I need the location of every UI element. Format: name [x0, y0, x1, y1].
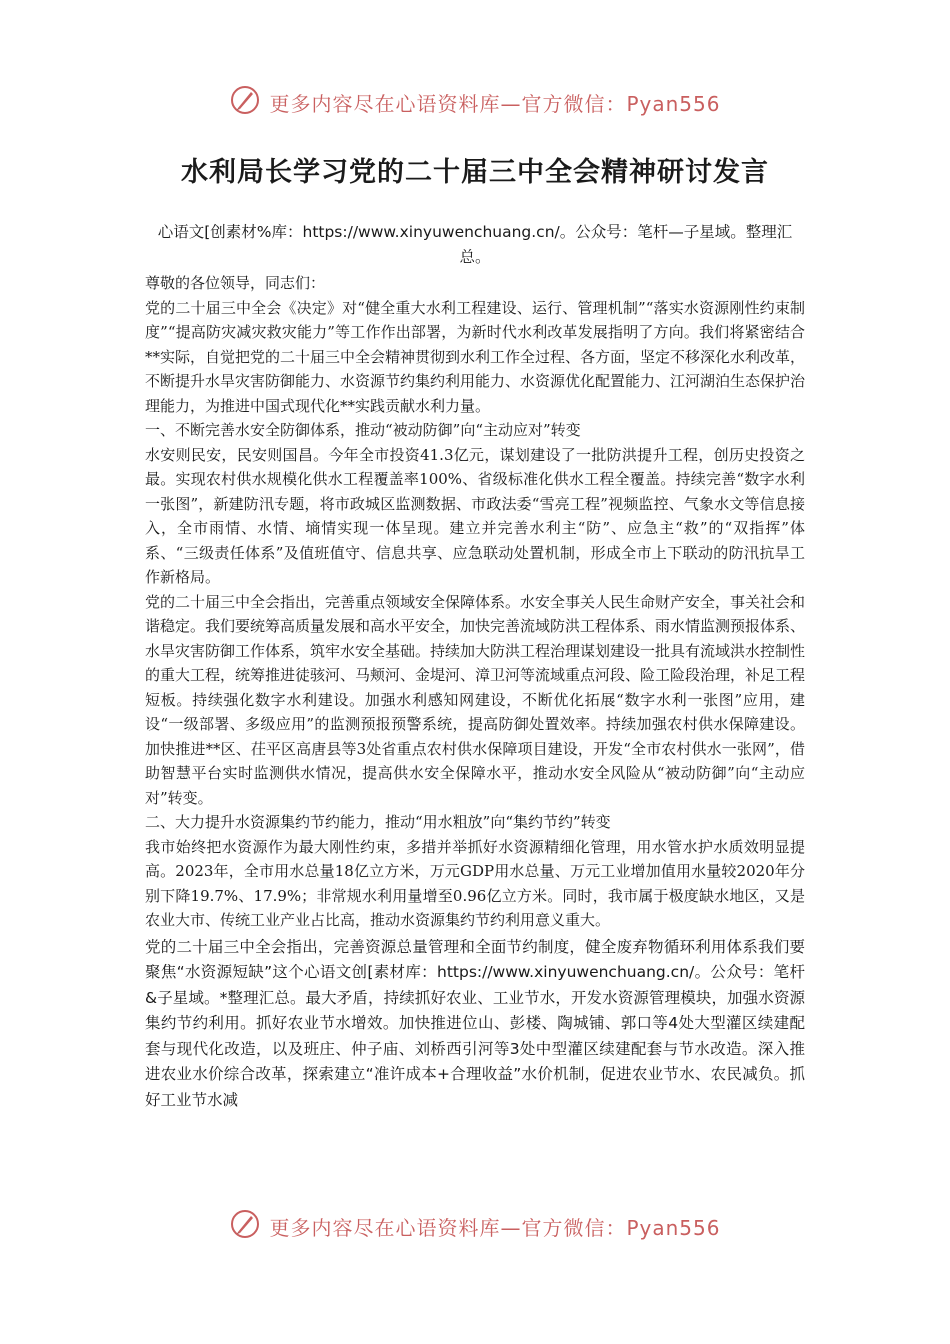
watermark-text: 更多内容尽在心语资料库—官方微信：Pyan556 [269, 1216, 721, 1240]
footer-watermark [0, 1208, 950, 1245]
quill-pen-icon [229, 1208, 261, 1245]
paragraph: 我市始终把水资源作为最大刚性约束，多措并举抓好水资源精细化管理，用水管水护水质效明显提高。2023年，全市用水总量18亿立方米，万元GDP用水总量、万元工业增加值用水量较2020年分别下降19.7%、17.9%；非常规水利用量增至0.96亿立方米。同时，我市属于极度缺水地区，又是农业大市、传统工业产业占比高，推动水资源集约节约利用意义重大。 [145, 837, 805, 929]
header-watermark [0, 84, 950, 121]
paragraph: 党的二十届三中全会《决定》对“健全重大水利工程建设、运行、管理机制”“落实水资源刚性约束制度”“提高防灾减灾救灾能力”等工作作出部署，为新时代水利改革发展指明了方向。我们将紧密结合**实际，自觉把党的二十届三中全会精神贯彻到水利工作全过程、各方面，坚定不移深化水利改革，不断提升水旱灾害防御能力、水资源节约集约利用能力、水资源优化配置能力、江河湖泊生态保护治理能力，为推进中国式现代化**实践贡献水利力量。 [145, 298, 806, 415]
paragraph: 水安则民安，民安则国昌。今年全市投资41.3亿元，谋划建设了一批防洪提升工程，创历史投资之最。实现农村供水规模化供水工程覆盖率100%、省级标准化供水工程全覆盖。持续完善“数字水利一张图”，新建防汛专题，将市政城区监测数据、市政法委“雪亮工程”视频监控、气象水文等信息接入，全市雨情、水情、墒情实现一体呈现。建立并完善水利主“防”、应急主“救”的“双指挥”体系、“三级责任体系”及值班值守、信息共享、应急联动处置机制，形成全市上下联动的防汛抗旱工作新格局。 [145, 445, 805, 586]
quill-pen-icon [229, 84, 261, 121]
section-heading: 二、大力提升水资源集约节约能力，推动“用水粗放”向“集约节约”转变 [145, 813, 611, 831]
paragraph: 党的二十届三中全会指出，完善资源总量管理和全面节约制度，健全废弃物循环利用体系我们要聚焦“水资源短缺”这个心语文创[素材库：https://www.xinyuwenchuang.cn/。公众号：笔杆&子星域。*整理汇总。最大矛盾，持续抓好农业、工业节水，开发水资源管理模块，加强水资源集约节约利用。抓好农业节水增效。加快推进位山、彭楼、陶城铺、郭口等4处大型灌区续建配套与现代化改造，以及班庄、仲子庙、刘桥西引河等3处中型灌区续建配套与节水改造。深入推进农业水价综合改革，探索建立“准许成本+合理收益”水价机制，促进农业节水、农民减负。抓好工业节水减 [145, 937, 805, 1109]
page-title: 水利局长学习党的二十届三中全会精神研讨发言 [181, 157, 769, 188]
document-body [145, 271, 805, 1113]
watermark-text: 更多内容尽在心语资料库—官方微信：Pyan556 [269, 92, 721, 116]
salutation: 尊敬的各位领导，同志们： [145, 274, 326, 292]
section-heading: 一、不断完善水安全防御体系，推动“被动防御”向“主动应对”转变 [145, 421, 581, 439]
source-line: 心语文[创素材%库：https://www.xinyuwenchuang.cn/。公众号：笔杆—子星域。整理汇总。 [157, 223, 793, 266]
paragraph: 党的二十届三中全会指出，完善重点领域安全保障体系。水安全事关人民生命财产安全，事关社会和谐稳定。我们要统筹高质量发展和高水平安全，加快完善流域防洪工程体系、雨水情监测预报体系、水旱灾害防御工作体系，筑牢水安全基础。持续加大防洪工程治理谋划建设一批具有流域洪水控制性的重大工程，统筹推进徒骇河、马颊河、金堤河、漳卫河等流域重点河段、险工险段治理，补足工程短板。持续强化数字水利建设。加强水利感知网建设，不断优化拓展“数字水利一张图”应用，建设“一级部署、多级应用”的监测预报预警系统，提高防御处置效率。持续加强农村供水保障建设。加快推进**区、茌平区高唐县等3处省重点农村供水保障项目建设，开发“全市农村供水一张网”，借助智慧平台实时监测供水情况，提高供水安全保障水平，推动水安全风险从“被动防御”向“主动应对”转变。 [145, 592, 806, 807]
